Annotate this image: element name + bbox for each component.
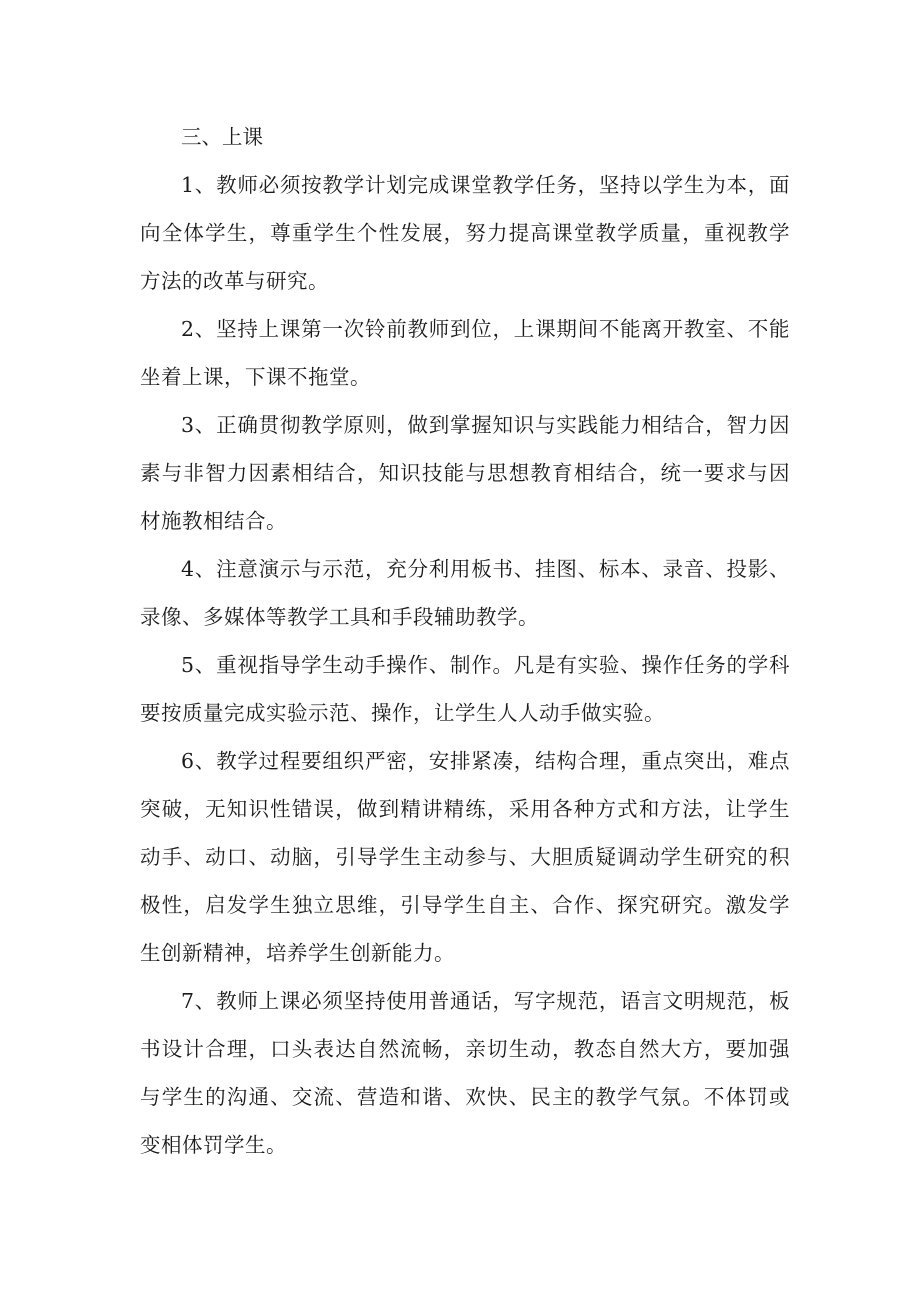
paragraph-6: 6、教学过程要组织严密，安排紧凑，结构合理，重点突出，难点突破，无知识性错误，做到精讲精练，采用各种方式和方法，让学生动手、动口、动脑，引导学生主动参与、大胆质疑调动学生研究的积极性，启发学生独立思维，引导学生自主、合作、探究研究。激发学生创新精神，培养学生创新能力。 [140, 749, 790, 965]
paragraph-2: 2、坚持上课第一次铃前教师到位，上课期间不能离开教室、不能坐着上课，下课不拖堂。 [140, 317, 790, 389]
paragraph-1: 1、教师必须按教学计划完成课堂教学任务，坚持以学生为本，面向全体学生，尊重学生个性发展，努力提高课堂教学质量，重视教学方法的改革与研究。 [140, 173, 790, 293]
section-heading: 三、上课 [181, 125, 263, 149]
paragraph-4: 4、注意演示与示范，充分利用板书、挂图、标本、录音、投影、录像、多媒体等教学工具和手段辅助教学。 [140, 557, 790, 629]
paragraph-5: 5、重视指导学生动手操作、制作。凡是有实验、操作任务的学科要按质量完成实验示范、操作，让学生人人动手做实验。 [140, 653, 790, 725]
paragraph-7: 7、教师上课必须坚持使用普通话，写字规范，语言文明规范，板书设计合理，口头表达自然流畅，亲切生动，教态自然大方，要加强与学生的沟通、交流、营造和谐、欢快、民主的教学气氛。不体罚或变相体罚学生。 [140, 989, 790, 1157]
document-page [140, 113, 790, 1169]
paragraph-3: 3、正确贯彻教学原则，做到掌握知识与实践能力相结合，智力因素与非智力因素相结合，知识技能与思想教育相结合，统一要求与因材施教相结合。 [140, 413, 790, 533]
